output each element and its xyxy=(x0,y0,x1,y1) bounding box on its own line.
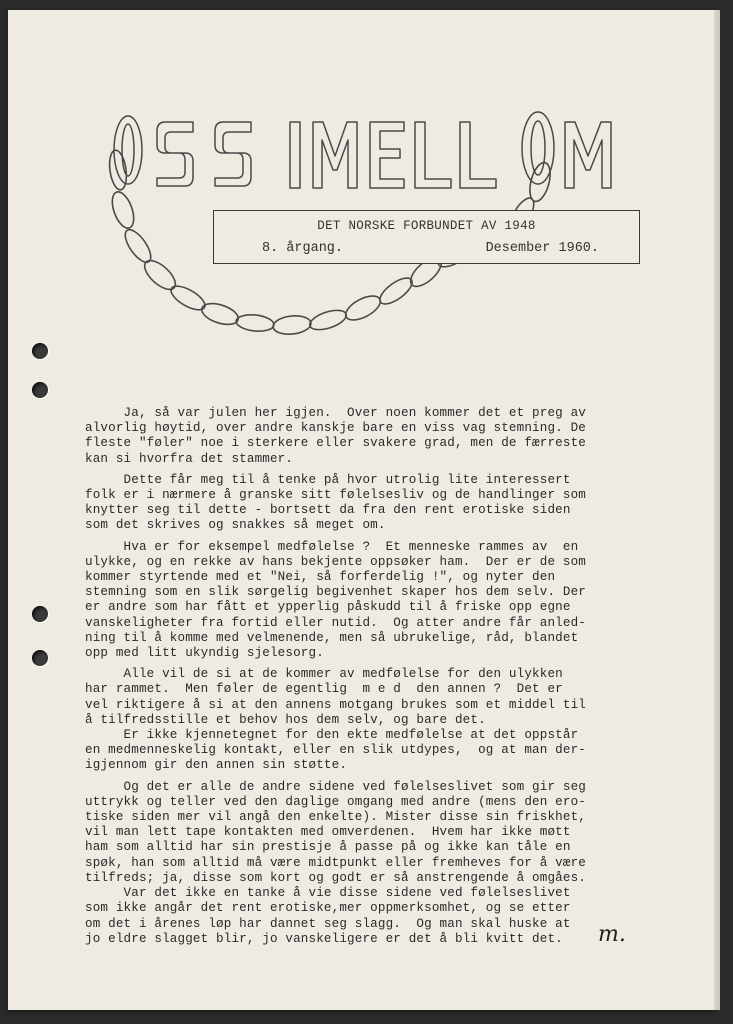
text-line: Hva er for eksempel medfølelse ? Et menneske rammes av en xyxy=(85,539,579,554)
text-line: vel riktigere å si at den annens motgang brukes som et middel til xyxy=(85,697,586,712)
author-signature: m. xyxy=(598,922,626,947)
text-line: spøk, han som alltid må være midtpunkt eller fremheves for å være xyxy=(85,855,586,870)
text-line: som ikke angår det rent erotiske,mer oppmerksomhet, og se etter xyxy=(85,901,571,916)
punch-hole xyxy=(32,382,48,398)
text-line: alvorlig høytid, over andre kanskje bare en viss vag stemning. De xyxy=(85,421,586,436)
paragraph xyxy=(85,780,670,947)
paragraph xyxy=(85,473,670,534)
punch-hole xyxy=(32,606,48,622)
text-line: stemning som en slik sørgelig begivenhet skaper hos dem selv. Der xyxy=(85,585,586,600)
text-line: å tilfredsstille et behov hos dem selv, og bare det. xyxy=(85,712,486,727)
text-line: kan si hvorfra det stammer. xyxy=(85,451,294,466)
text-line: Er ikke kjennetegnet for den ekte medfølelse at det oppstår xyxy=(85,728,579,743)
paragraph xyxy=(85,667,670,773)
volume-label: 8. årgang. xyxy=(262,241,344,256)
text-line: er andre som har fått et ypperlig påskudd til å friske opp egne xyxy=(85,600,571,615)
text-line: jo eldre slagget blir, jo vanskeligere er det å bli kvitt det. xyxy=(85,931,563,946)
text-line: uttrykk og teller ved den daglige omgang med andre (mens den ero- xyxy=(85,794,586,809)
document-page xyxy=(8,10,714,1010)
issue-date: Desember 1960. xyxy=(485,241,599,256)
text-line: ulykke, og en rekke av hans bekjente oppsøker ham. Der er de som xyxy=(85,554,586,569)
masthead-logo xyxy=(8,10,714,350)
text-line: ham som alltid har sin prestisje å passe på og ikke kan tåle en xyxy=(85,840,571,855)
text-line: folk er i nærmere å granske sitt følelsesliv og de handlinger som xyxy=(85,488,586,503)
text-line: tilfreds; ja, disse som kort og godt er så anstrengende å omgåes. xyxy=(85,870,586,885)
punch-hole xyxy=(32,650,48,666)
text-line: Var det ikke en tanke å vie disse sidene ved følelseslivet xyxy=(85,886,571,901)
text-line: igjennom gir den annen sin støtte. xyxy=(85,758,348,773)
text-line: Alle vil de si at de kommer av medfølelse for den ulykken xyxy=(85,667,563,682)
text-line: som det skrives og snakkes så meget om. xyxy=(85,518,386,533)
text-line: vanskeligheter fra fortid eller nutid. Og atter andre får anled- xyxy=(85,615,586,630)
text-line: opp med litt ukyndig sjelesorg. xyxy=(85,646,324,661)
text-line: Dette får meg til å tenke på hvor utrolig lite interessert xyxy=(85,472,571,487)
text-line: tiske siden mer vil angå den enkelte). Mister disse sin friskhet, xyxy=(85,810,586,825)
text-line: om det i årenes løp har dannet seg slagg. Og man skal huske at xyxy=(85,916,571,931)
text-line: Ja, så var julen her igjen. Over noen kommer det et preg av xyxy=(85,406,586,420)
text-line: kommer styrtende med et "Nei, så forferdelig !", og nyter den xyxy=(85,570,556,585)
text-line: har rammet. Men føler de egentlig m e d den annen ? Det er xyxy=(85,682,563,697)
text-line: fleste "føler" noe i sterkere eller svakere grad, men de færreste xyxy=(85,436,586,451)
paragraph xyxy=(85,540,670,662)
text-line: en medmenneskelig kontakt, eller en slik utdypes, og at man der- xyxy=(85,743,586,758)
masthead-info-box xyxy=(213,210,640,264)
organization-name: DET NORSKE FORBUNDET AV 1948 xyxy=(317,219,536,233)
text-line: Og det er alle de andre sidene ved følelseslivet som gir seg xyxy=(85,779,586,794)
paragraph xyxy=(85,406,670,467)
text-line: vil man lett tape kontakten med omverdenen. Hvem har ikke møtt xyxy=(85,825,571,840)
article-body xyxy=(85,406,670,953)
text-line: ning til å komme med velmenende, men så ubrukelige, råd, blandet xyxy=(85,630,579,645)
text-line: knytter seg til dette - bortsett da fra den rent erotiske siden xyxy=(85,503,571,518)
